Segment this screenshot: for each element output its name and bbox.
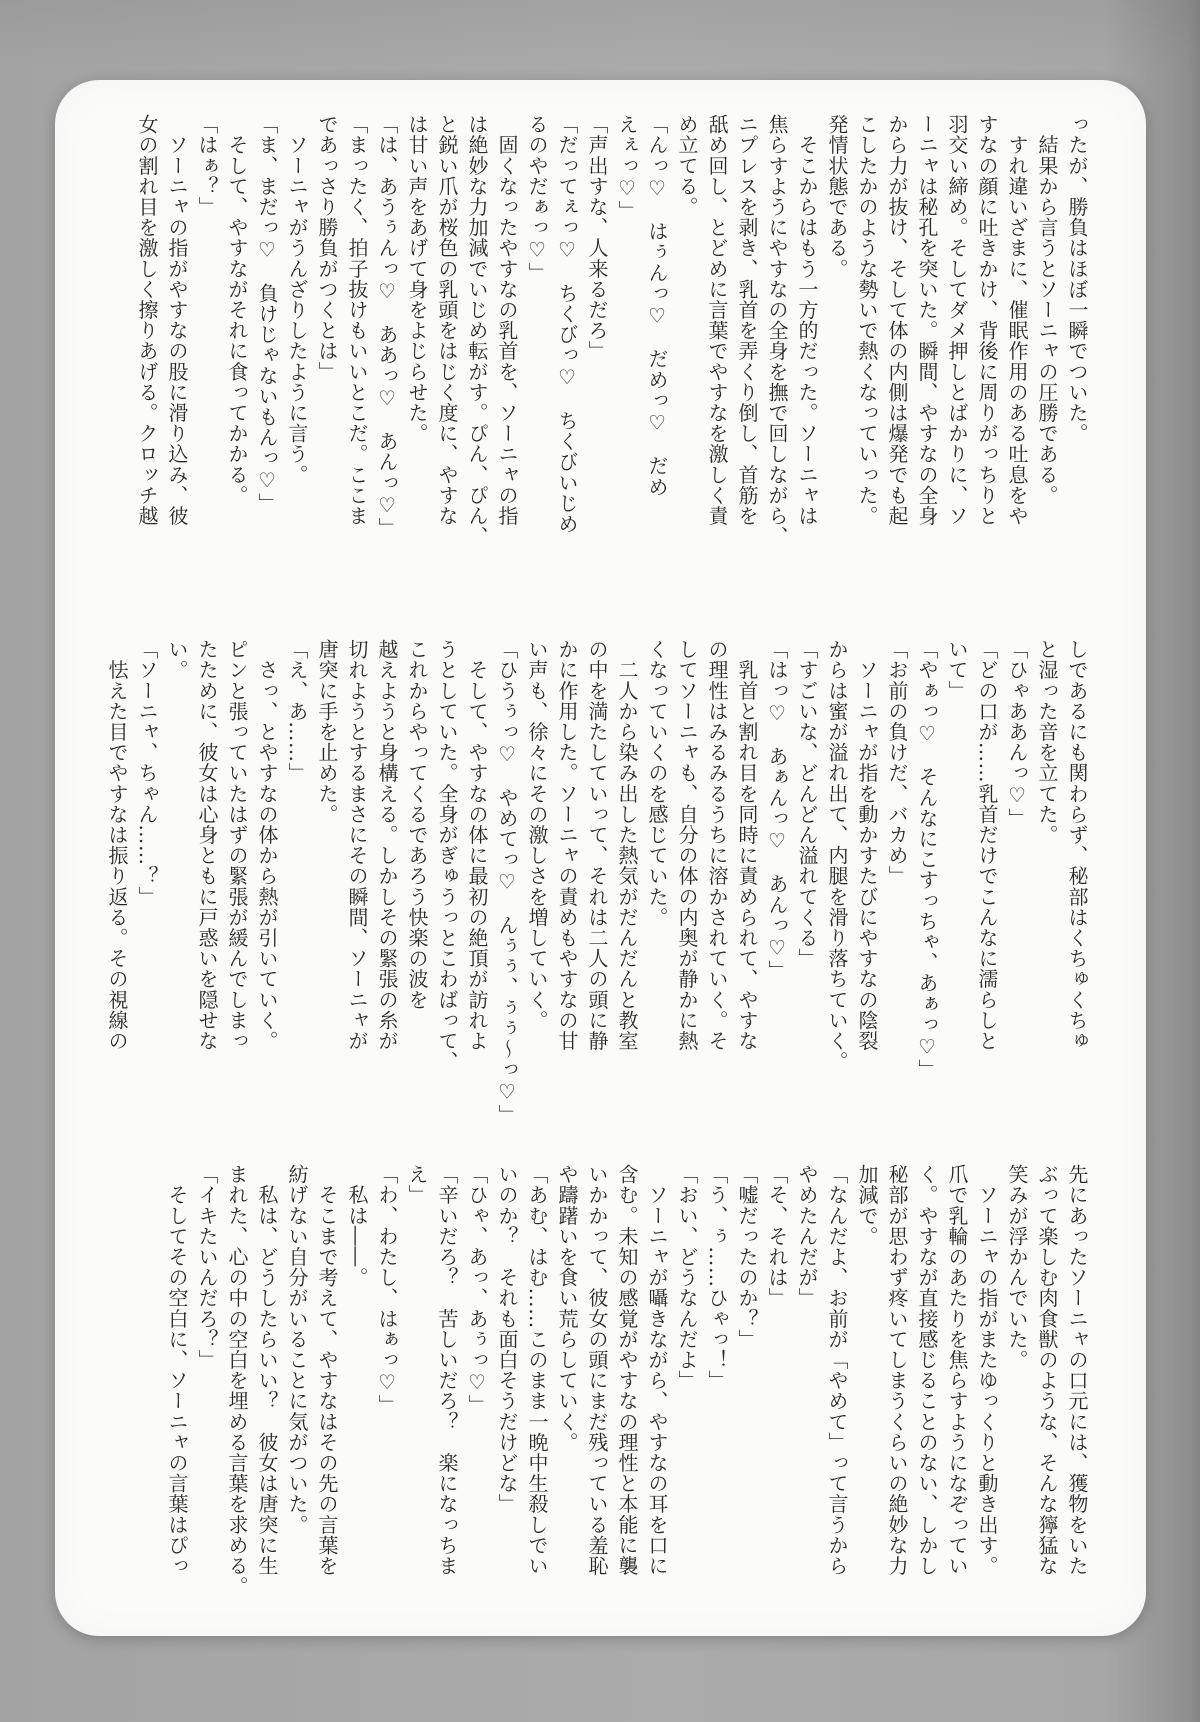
text-line: 焦らすようにやすなの全身を撫で回しながら、 xyxy=(765,114,789,547)
text-line: いて」 xyxy=(945,639,969,701)
text-line: 「辛いだろ？ 苦しいだろ？ 楽になっちま xyxy=(435,1164,459,1576)
text-line: 発情状態である。 xyxy=(825,114,849,279)
text-line: くなっていくのを感じていた。 xyxy=(645,639,669,928)
text-line: ニプレスを剥き、乳首を弄くり倒し、首筋を xyxy=(735,114,759,526)
text-line: ソーニャの指がまたゆっくりと動き出す。 xyxy=(975,1164,999,1576)
text-line: ソーニャが指を動かすたびにやすなの陰裂 xyxy=(855,639,879,1051)
text-line: そこからはもう一方的だった。ソーニャは xyxy=(795,114,819,526)
text-line: 「イキたいんだろ？」 xyxy=(195,1164,219,1370)
text-line: 私は、どうしたらいい？ 彼女は唐突に生 xyxy=(255,1164,279,1576)
text-line: 紡げない自分がいることに気がついた。 xyxy=(285,1164,309,1535)
text-line: い声も、徐々にその激しさを増していく。 xyxy=(525,639,549,1031)
text-line: 「どの口が……乳首だけでこんなに濡らしと xyxy=(975,639,999,1051)
text-line: そして、やすなの体に最初の絶頂が訪れよ xyxy=(465,639,489,1051)
text-band-bottom xyxy=(162,1164,1092,1638)
text-line: 「ま、まだっ♡ 負けじゃないもんっ♡」 xyxy=(255,114,279,514)
text-line: 私は――。 xyxy=(345,1164,369,1288)
text-line: え」 xyxy=(405,1164,429,1206)
text-line: 「ソーニャ、ちゃん……？」 xyxy=(135,639,159,907)
text-line: 加減で。 xyxy=(855,1164,879,1247)
text-line: 二人から染み出した熱気がだんだんと教室 xyxy=(615,639,639,1051)
text-line: 乳首と割れ目を同時に責められて、やすな xyxy=(735,639,759,1051)
novel-page xyxy=(55,80,1146,1636)
text-line: 固くなったやすなの乳首を、ソーニャの指 xyxy=(495,114,519,526)
text-line: すなの顔に吐きかけ、背後に周りがっちりと xyxy=(975,114,999,526)
text-line: 羽交い締め。そしてダメ押しとばかりに、ソ xyxy=(945,114,969,526)
text-line: 「ひゃああんっ♡」 xyxy=(1005,639,1029,829)
text-line: 「まったく、拍子抜けもいいとこだ。ここま xyxy=(345,114,369,526)
text-line: 「え、あ……」 xyxy=(285,639,309,784)
text-line: 「あむ、はむ……このまま一晩中生殺しでい xyxy=(525,1164,549,1576)
text-line: は絶妙な力加減でいじめ転がす。ぴん、ぴん、 xyxy=(465,114,489,547)
text-line: と鋭い爪が桜色の乳頭をはじく度に、やすな xyxy=(435,114,459,526)
text-line: 「なんだよ、お前が「やめて」って言うから xyxy=(825,1164,849,1576)
text-line: そこまで考えて、やすなはその先の言葉を xyxy=(315,1164,339,1576)
text-line: 「声出すな、人来るだろ」 xyxy=(585,114,609,362)
text-line: ピンと張っていたはずの緊張が緩んでしまっ xyxy=(225,639,249,1051)
text-line: 「やぁっ♡ そんなにこすっちゃ、あぁっ♡」 xyxy=(915,639,939,1080)
text-line: ソーニャが囁きながら、やすなの耳を口に xyxy=(645,1164,669,1576)
text-line: いのか？ それも面白そうだけどな」 xyxy=(495,1164,519,1515)
text-line: そして、やすながそれに食ってかかる。 xyxy=(225,114,249,506)
text-line: えぇっ♡」 xyxy=(615,114,639,221)
text-line: ぶって楽しむ肉食獣のような、そんな獰猛な xyxy=(1035,1164,1059,1576)
text-line: 「だってぇっ♡ ちくびっ♡ ちくびいじめ xyxy=(555,114,579,534)
text-line: やめたんだが」 xyxy=(795,1164,819,1309)
text-line: これからやってくるであろう快楽の波を xyxy=(405,639,429,1010)
text-line: たために、彼女は心身ともに戸惑いを隠せな xyxy=(195,639,219,1051)
text-line: ソーニャの指がやすなの股に滑り込み、彼 xyxy=(165,114,189,526)
text-line: め立てる。 xyxy=(675,114,699,217)
text-line: からは蜜が溢れ出て、内腿を滑り落ちていく。 xyxy=(825,639,849,1072)
text-line: こしたかのような勢いで熱くなっていった。 xyxy=(855,114,879,526)
text-line: してソーニャも、自分の体の内奥が静かに熱 xyxy=(675,639,699,1051)
text-line: 「はっ♡ あぁんっ♡ あんっ♡」 xyxy=(765,639,789,981)
text-line: ったが、勝負はほぼ一瞬でついた。 xyxy=(1065,114,1089,444)
text-line: さっ、とやすなの体から熱が引いていく。 xyxy=(255,639,279,1051)
text-line: 「んっ♡ はぅんっ♡ だめっ♡ だめ xyxy=(645,114,669,497)
text-line: いかかって、彼女の頭にまだ残っている羞恥 xyxy=(585,1164,609,1576)
text-line: と湿った音を立てた。 xyxy=(1035,639,1059,845)
text-band-middle xyxy=(102,639,1092,1125)
text-line: 含む。未知の感覚がやすなの理性と本能に襲 xyxy=(615,1164,639,1576)
text-line: 「は、あうぅんっ♡ ああっ♡ あんっ♡」 xyxy=(375,114,399,538)
text-line: ーニャは秘孔を突いた。瞬間、やすなの全身 xyxy=(915,114,939,526)
text-line: 切れようとするまさにその瞬間、ソーニャが xyxy=(345,639,369,1051)
text-line: 唐突に手を止めた。 xyxy=(315,639,339,825)
text-line: 「ひゃ、あっ、あぅっ♡」 xyxy=(465,1164,489,1416)
text-line: 秘部が思わず疼いてしまうくらいの絶妙な力 xyxy=(885,1164,909,1576)
text-line: 笑みが浮かんでいた。 xyxy=(1005,1164,1029,1370)
text-line: すれ違いざまに、催眠作用のある吐息をや xyxy=(1005,114,1029,526)
text-line: しであるにも関わらず、秘部はくちゅくちゅ xyxy=(1065,639,1089,1051)
text-line: は甘い声をあげて身をよじらせた。 xyxy=(405,114,429,444)
text-line: の中を満たしていって、それは二人の頭に静 xyxy=(585,639,609,1051)
text-line: うとしていた。全身がぎゅうっとこわばって、 xyxy=(435,639,459,1072)
text-line: そしてその空白に、ソーニャの言葉はぴっ xyxy=(165,1164,189,1576)
text-line: 「ひうぅっ♡ やめてっ♡ んぅぅ、ぅぅ～っ♡」 xyxy=(495,639,519,1125)
text-line: 先にあったソーニャの口元には、獲物をいた xyxy=(1065,1164,1089,1576)
text-band-top xyxy=(132,114,1092,588)
text-line: ソーニャがうんざりしたように言う。 xyxy=(285,114,309,485)
text-line: 結果から言うとソーニャの圧勝である。 xyxy=(1035,114,1059,506)
text-line: 越えようと身構える。しかしその緊張の糸が xyxy=(375,639,399,1051)
text-line: 「おい、どうなんだよ」 xyxy=(675,1164,699,1391)
text-line: 「そ、それは」 xyxy=(765,1164,789,1309)
text-line: から力が抜け、そして体の内側は爆発でも起 xyxy=(885,114,909,526)
text-line: 女の割れ目を激しく擦りあげる。クロッチ越 xyxy=(135,114,159,526)
text-line: や躊躇いを食い荒らしていく。 xyxy=(555,1164,579,1453)
text-line: の理性はみるみるうちに溶かされていく。そ xyxy=(705,639,729,1051)
text-line: い。 xyxy=(165,639,189,681)
text-line: 舐め回し、とどめに言葉でやすなを激しく責 xyxy=(705,114,729,526)
text-line: く。やすなが直接感じることのない、しかし xyxy=(915,1164,939,1576)
text-line: かに作用した。ソーニャの責めもやすなの甘 xyxy=(555,639,579,1051)
text-line: 爪で乳輪のあたりを焦らすようになぞってい xyxy=(945,1164,969,1576)
text-line: まれた、心の中の空白を埋める言葉を求める。 xyxy=(225,1164,249,1597)
text-line: であっさり勝負がつくとは」 xyxy=(315,114,339,382)
text-line: 「わ、わたし、はぁっ♡」 xyxy=(375,1164,399,1416)
text-line: 「はぁ？」 xyxy=(195,114,219,217)
text-line: るのやだぁっ♡」 xyxy=(525,114,549,283)
text-line: 「う、ぅ……ひゃっ！」 xyxy=(705,1164,729,1391)
text-line: 「お前の負けだ、バカめ」 xyxy=(885,639,909,887)
text-line: 「すごいな、どんどん溢れてくる」 xyxy=(795,639,819,969)
text-line: 怯えた目でやすなは振り返る。その視線の xyxy=(105,639,129,1051)
text-line: 「嘘だったのか？」 xyxy=(735,1164,759,1350)
